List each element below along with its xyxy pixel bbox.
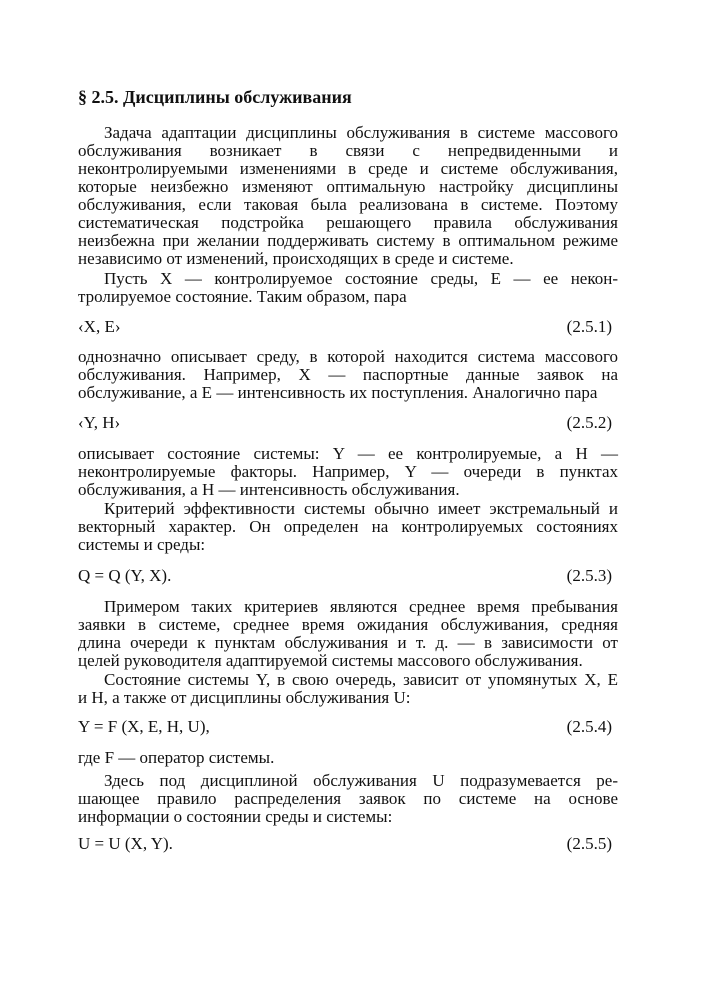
text-line: Состояние системы Y, в свою очередь, зависит от упомянутых X, E xyxy=(104,670,618,689)
text-line: описывает состояние системы: Y — ее контролируемые, а H — xyxy=(78,444,618,463)
equation-number: (2.5.2) xyxy=(566,413,612,432)
section-heading: § 2.5. Дисциплины обслуживания xyxy=(78,87,352,107)
text-line: где F — оператор системы. xyxy=(78,748,275,767)
paragraph-3 xyxy=(78,348,618,402)
text-line: целей руководителя адаптируемой системы массового обслуживания. xyxy=(78,651,583,670)
equation-number: (2.5.3) xyxy=(566,566,612,585)
equation-formula: ‹Y, H› xyxy=(78,413,121,432)
paragraph-5 xyxy=(78,500,618,554)
paragraph-7 xyxy=(78,671,618,707)
equation-formula: ‹X, E› xyxy=(78,317,121,336)
equation-2-5-2 xyxy=(78,413,618,433)
text-line: обслуживания. Например, X — паспортные данные заявок на xyxy=(78,365,618,384)
paragraph-1 xyxy=(78,124,618,268)
text-line: векторный характер. Он определен на контролируемых состояниях xyxy=(78,517,618,536)
text-line: которые неизбежно изменяют оптимальную настройку дисциплины xyxy=(78,177,618,196)
text-line: обслуживания, а H — интенсивность обслуживания. xyxy=(78,480,460,499)
text-line: системы и среды: xyxy=(78,535,206,554)
equation-formula: Y = F (X, E, H, U), xyxy=(78,717,210,736)
text-line: тролируемое состояние. Таким образом, пара xyxy=(78,287,407,306)
text-line: длина очереди к пунктам обслуживания и т. д. — в зависимости от xyxy=(78,633,618,652)
paragraph-6 xyxy=(78,598,618,670)
text-line: Критерий эффективности системы обычно имеет экстремальный и xyxy=(104,499,618,518)
paragraph-4 xyxy=(78,445,618,499)
equation-formula: U = U (X, Y). xyxy=(78,834,173,853)
text-line: систематическая подстройка решающего правила обслуживания xyxy=(78,213,618,232)
paragraph-9 xyxy=(78,772,618,826)
equation-2-5-5 xyxy=(78,834,618,854)
text-line: Задача адаптации дисциплины обслуживания в системе массового xyxy=(104,123,618,142)
text-line: Примером таких критериев являются среднее время пребывания xyxy=(104,597,618,616)
paragraph-8 xyxy=(78,749,618,767)
text-line: обслуживания возникает в связи с непредвиденными и xyxy=(78,141,618,160)
text-line: однозначно описывает среду, в которой находится система массового xyxy=(78,347,618,366)
equation-number: (2.5.4) xyxy=(566,717,612,736)
equation-2-5-3 xyxy=(78,566,618,586)
paragraph-2 xyxy=(78,270,618,306)
text-line: Здесь под дисциплиной обслуживания U подразумевается ре- xyxy=(104,771,618,790)
text-line: неконтролируемыми изменениями в среде и системе обслуживания, xyxy=(78,159,618,178)
text-line: заявки в системе, среднее время ожидания обслуживания, средняя xyxy=(78,615,618,634)
equation-formula: Q = Q (Y, X). xyxy=(78,566,172,585)
text-line: информации о состоянии среды и системы: xyxy=(78,807,393,826)
text-line: неизбежна при желании поддерживать систему в оптимальном режиме xyxy=(78,231,618,250)
text-line: и H, а также от дисциплины обслуживания U: xyxy=(78,688,411,707)
text-line: неконтролируемые факторы. Например, Y — очереди в пунктах xyxy=(78,462,618,481)
equation-number: (2.5.5) xyxy=(566,834,612,853)
text-line: независимо от изменений, происходящих в среде и системе. xyxy=(78,249,514,268)
equation-2-5-4 xyxy=(78,717,618,737)
text-line: шающее правило распределения заявок по системе на основе xyxy=(78,789,618,808)
equation-2-5-1 xyxy=(78,317,618,337)
text-line: обслуживание, а E — интенсивность их поступления. Аналогично пара xyxy=(78,383,598,402)
equation-number: (2.5.1) xyxy=(566,317,612,336)
text-line: Пусть X — контролируемое состояние среды, E — ее некон- xyxy=(104,269,618,288)
text-line: обслуживания, если таковая была реализована в системе. Поэтому xyxy=(78,195,618,214)
